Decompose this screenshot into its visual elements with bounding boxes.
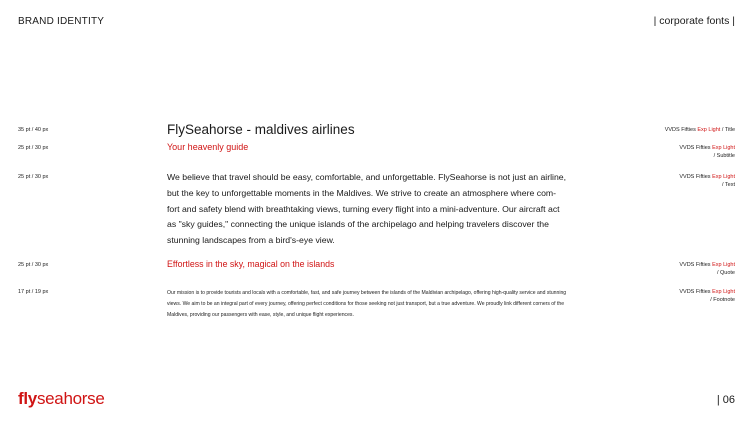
font-label-subtitle xyxy=(615,144,735,160)
sample-footnote: Our mission is to provide tourists and locals with a comfortable, fast, and safe journey between the islands of the Maldivian archipelago, offering high-quality service and stunning views. We aim to be an integral part of every journey, offering perfect conditions for those seeking not just transport, but a true adventure. We proudly link different corners of the Maldives, providing our passengers with ease, style, and unique flight experiences. xyxy=(167,290,567,319)
brand-logo xyxy=(18,389,105,409)
font-label-text xyxy=(615,173,735,189)
font-weight: Exp Light xyxy=(712,174,735,180)
font-role: / Footnote xyxy=(710,297,735,303)
size-spec-text: 25 pt / 30 px xyxy=(18,174,49,180)
size-spec-quote: 25 pt / 30 px xyxy=(18,262,49,268)
logo-seahorse: seahorse xyxy=(36,389,105,408)
font-label-title xyxy=(615,126,735,134)
logo-fly: fly xyxy=(18,389,37,408)
font-weight: Exp Light xyxy=(697,127,721,133)
font-name: VVDS Fifties xyxy=(679,262,713,268)
page-number: | 06 xyxy=(716,394,735,406)
font-label-footnote xyxy=(615,288,735,304)
font-name: VVDS Fifties xyxy=(679,145,713,151)
font-name: VVDS Fifties xyxy=(664,127,698,133)
font-role: / Subtitle xyxy=(713,153,735,159)
font-weight: Exp Light xyxy=(712,262,735,268)
font-name: VVDS Fifties xyxy=(679,289,713,295)
sample-quote: Effortless in the sky, magical on the islands xyxy=(167,259,335,269)
font-role: / Text xyxy=(721,182,735,188)
sample-subtitle: Your heavenly guide xyxy=(167,142,249,152)
sample-body-text: We believe that travel should be easy, comfortable, and unforgettable. FlySeahorse is not just an airline, but the key to unforgettable moments in the Maldives. We strive to create an atmosphere where com-fort and safety blend with breathtaking views, turning every flight into a mini-adventure. Our aircraft act as "sky guides," connecting the unique islands of the archipelago and helping travelers discover the stunning landscapes from a bird's-eye view. xyxy=(167,172,567,246)
font-label-quote xyxy=(615,261,735,277)
size-spec-title: 35 pt / 40 px xyxy=(18,127,49,133)
section-title: BRAND IDENTITY xyxy=(18,16,105,27)
font-name: VVDS Fifties xyxy=(679,174,713,180)
sample-title: FlySeahorse - maldives airlines xyxy=(167,122,355,137)
page-topic: | corporate fonts | xyxy=(653,15,735,27)
font-weight: Exp Light xyxy=(712,289,735,295)
size-spec-subtitle: 25 pt / 30 px xyxy=(18,145,49,151)
size-spec-footnote: 17 pt / 19 px xyxy=(18,289,49,295)
font-weight: Exp Light xyxy=(712,145,735,151)
font-role: / Quote xyxy=(716,270,735,276)
font-role: / Title xyxy=(720,127,735,133)
